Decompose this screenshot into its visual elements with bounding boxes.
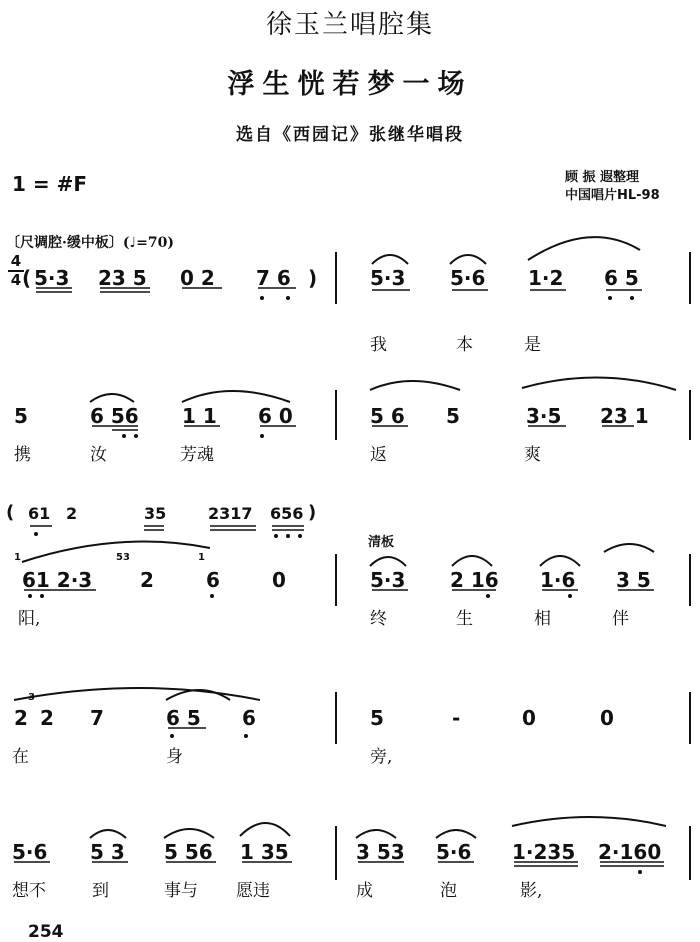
note-group: 6 5 bbox=[604, 266, 639, 290]
note-group: 61 2·3 bbox=[22, 568, 93, 592]
note-group: 1·2 bbox=[528, 266, 564, 290]
lyric: 阳, bbox=[18, 609, 41, 629]
song-title: 浮生恍若梦一场 bbox=[227, 69, 473, 100]
note-group: 2·160 bbox=[598, 840, 662, 864]
grace-note: 1 bbox=[14, 552, 21, 563]
note-group: 5 56 bbox=[164, 840, 213, 864]
slur bbox=[90, 394, 134, 402]
note-group: 1 1 bbox=[182, 404, 217, 428]
lyric: 泡 bbox=[440, 881, 457, 901]
lyric: 生 bbox=[456, 609, 473, 629]
lyric: 伴 bbox=[612, 609, 629, 629]
slur bbox=[372, 255, 408, 264]
lyric: 成 bbox=[356, 881, 373, 901]
slur bbox=[450, 255, 486, 264]
note-group: 5 6 bbox=[370, 404, 405, 428]
lyric: 携 bbox=[14, 445, 31, 465]
lyric: 愿违 bbox=[236, 881, 270, 901]
slur bbox=[164, 829, 214, 838]
note-group: 61 bbox=[28, 504, 51, 523]
grace-note: 53 bbox=[116, 552, 130, 563]
rest: 0 bbox=[600, 706, 614, 730]
paren-open: ( bbox=[6, 502, 15, 523]
slur bbox=[540, 556, 580, 566]
slur bbox=[356, 830, 396, 838]
lyric: 芳魂 bbox=[180, 445, 214, 465]
grace-note: 1 bbox=[198, 552, 205, 563]
lyric: 汝 bbox=[90, 445, 107, 465]
note-group: 23 1 bbox=[600, 404, 649, 428]
note-group: 5·3 bbox=[370, 568, 406, 592]
note-group: 3·5 bbox=[526, 404, 562, 428]
lyric: 想不 bbox=[12, 881, 46, 901]
note: 2 bbox=[14, 706, 28, 730]
time-signature-top: 4 bbox=[10, 252, 22, 270]
note-group: 6 56 bbox=[90, 404, 139, 428]
slur bbox=[14, 688, 260, 700]
note-group: 2 bbox=[66, 504, 78, 523]
slur bbox=[528, 237, 640, 260]
note-group: 5 3 bbox=[90, 840, 125, 864]
lyric: 返 bbox=[370, 445, 387, 465]
note: 5 bbox=[370, 706, 384, 730]
note: 2 bbox=[40, 706, 54, 730]
note-group: 6 5 bbox=[166, 706, 201, 730]
note-group: 656 bbox=[270, 504, 304, 523]
note-group: 35 bbox=[144, 504, 167, 523]
book-title: 徐玉兰唱腔集 bbox=[265, 10, 434, 40]
time-signature-bottom: 4 bbox=[10, 271, 22, 289]
slur bbox=[522, 377, 676, 390]
slur bbox=[370, 557, 406, 566]
slur bbox=[240, 823, 290, 836]
slur bbox=[452, 556, 492, 566]
lyric: 我 bbox=[370, 335, 387, 355]
tempo-marking: 〔尺调腔·缓中板〕(♩=70) bbox=[6, 235, 174, 251]
record-number: 中国唱片HL-98 bbox=[565, 188, 660, 203]
note-group: 5·6 bbox=[450, 266, 486, 290]
lyric: 相 bbox=[534, 609, 551, 629]
note-group: 5 bbox=[14, 404, 28, 428]
slur bbox=[22, 542, 210, 562]
note: 7 bbox=[90, 706, 104, 730]
note-group: 5·3 bbox=[34, 266, 70, 290]
lyric: 是 bbox=[524, 335, 541, 355]
paren-close: ) bbox=[308, 266, 318, 290]
lyric: 在 bbox=[12, 747, 29, 767]
slur bbox=[182, 391, 290, 402]
page-number: 254 bbox=[28, 922, 64, 942]
lyric: 终 bbox=[370, 609, 387, 629]
slur bbox=[512, 817, 666, 826]
note-group: 2317 bbox=[208, 504, 253, 523]
lyric: 身 bbox=[166, 747, 183, 767]
lyric: 影, bbox=[520, 881, 543, 901]
rest: 0 bbox=[522, 706, 536, 730]
barlines bbox=[336, 252, 690, 880]
note-group: 5·6 bbox=[12, 840, 48, 864]
slur bbox=[370, 381, 460, 390]
note-group: 5·6 bbox=[436, 840, 472, 864]
slur bbox=[90, 830, 126, 838]
note: 6 bbox=[242, 706, 256, 730]
banban-marking: 清板 bbox=[368, 535, 395, 550]
note-group: 5 bbox=[446, 404, 460, 428]
lyric: 事与 bbox=[164, 881, 198, 901]
lyric: 旁, bbox=[370, 747, 393, 767]
note-group: 0 2 bbox=[180, 266, 215, 290]
key-signature: 1 = #F bbox=[12, 172, 88, 196]
lyric: 爽 bbox=[524, 445, 541, 465]
note-group: 6 bbox=[206, 568, 220, 592]
grace-note: 3 bbox=[28, 692, 35, 703]
lyric: 本 bbox=[456, 335, 473, 355]
arranger-credit: 顾 振 遐整理 bbox=[565, 170, 640, 185]
lyric: 到 bbox=[92, 881, 109, 901]
slur bbox=[436, 830, 476, 838]
song-subtitle: 选自《西园记》张继华唱段 bbox=[236, 125, 464, 145]
note-group: 7 6 bbox=[256, 266, 291, 290]
note-group: 1·6 bbox=[540, 568, 576, 592]
note-group: 2 16 bbox=[450, 568, 499, 592]
note-group: 23 5 bbox=[98, 266, 147, 290]
note-group: 6 0 bbox=[258, 404, 293, 428]
beams bbox=[14, 288, 664, 866]
note-group: 3 53 bbox=[356, 840, 405, 864]
slur bbox=[604, 544, 654, 552]
note-group: 2 bbox=[140, 568, 154, 592]
paren-close: ) bbox=[308, 502, 317, 523]
note-group: 1 35 bbox=[240, 840, 289, 864]
paren-open: ( bbox=[22, 266, 32, 290]
note-group: 0 bbox=[272, 568, 286, 592]
note-group: 3 5 bbox=[616, 568, 651, 592]
note-group: 5·3 bbox=[370, 266, 406, 290]
slurs bbox=[14, 237, 676, 838]
note-group: 1·235 bbox=[512, 840, 576, 864]
dash: - bbox=[452, 706, 461, 730]
